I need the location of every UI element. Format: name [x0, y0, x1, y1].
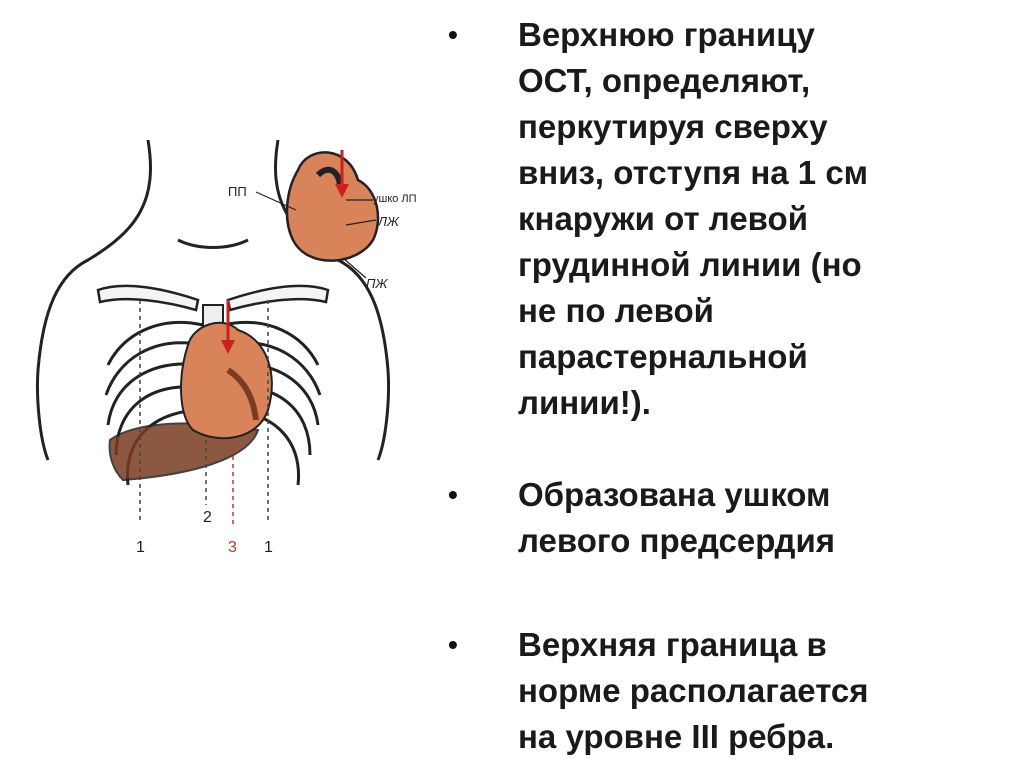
bullet-icon: • — [448, 19, 458, 50]
chest-heart-illustration — [28, 140, 448, 560]
bullet-text: Образована ушком левого предсердия — [518, 476, 836, 559]
label-pzh: ПЖ — [366, 276, 388, 291]
bullet-icon: • — [448, 479, 458, 510]
bullet-text: Верхняя граница в норме располагается на уровне III ребра. — [518, 626, 869, 755]
bullet-text: Верхнюю границу ОСТ, определяют, перкутируя сверху вниз, отступя на 1 см кнаружи от левой грудинной линии (но не по левой парастернальной линии!). — [518, 16, 869, 421]
label-ushko-lp: ушко ЛП — [373, 193, 417, 205]
bullet-icon: • — [448, 629, 458, 660]
line-1-right-label: 1 — [264, 539, 273, 556]
line-1-left-label: 1 — [136, 539, 145, 556]
heart-inset — [287, 150, 378, 261]
label-lzh: ЛЖ — [378, 214, 399, 229]
line-2-label: 2 — [203, 509, 212, 526]
line-3-label: 3 — [228, 539, 237, 556]
label-pp: ПП — [228, 184, 247, 199]
